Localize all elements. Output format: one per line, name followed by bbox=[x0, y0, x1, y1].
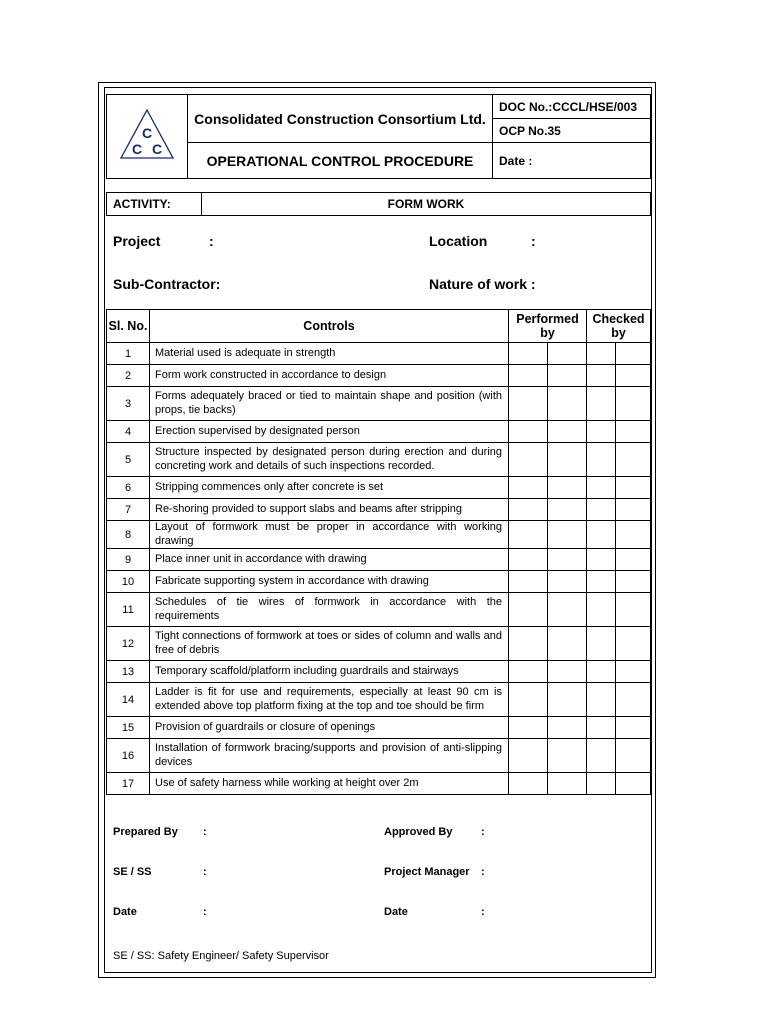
control-description: Erection supervised by designated person bbox=[150, 421, 509, 443]
approved-by-label: Approved By bbox=[384, 826, 453, 838]
date-label-left: Date bbox=[113, 906, 137, 918]
row-number: 14 bbox=[107, 683, 150, 717]
checked-by-cell-1[interactable] bbox=[587, 549, 616, 571]
performed-by-cell-1[interactable] bbox=[509, 683, 548, 717]
table-row bbox=[107, 365, 651, 387]
row-number: 15 bbox=[107, 717, 150, 739]
company-name: Consolidated Construction Consortium Ltd. bbox=[188, 95, 493, 143]
performed-by-cell-1[interactable] bbox=[509, 593, 548, 627]
logo-letter-right: C bbox=[151, 141, 163, 157]
header-checked-by: Checked by bbox=[587, 310, 651, 343]
logo-letter-top: C bbox=[141, 125, 153, 141]
doc-number: DOC No.:CCCL/HSE/003 bbox=[493, 95, 651, 119]
row-number: 2 bbox=[107, 365, 150, 387]
prepared-by-label: Prepared By bbox=[113, 826, 178, 838]
performed-by-cell-1[interactable] bbox=[509, 627, 548, 661]
checked-by-cell-2[interactable] bbox=[616, 387, 651, 421]
control-description: Use of safety harness while working at height over 2m bbox=[150, 773, 509, 795]
checked-by-cell-1[interactable] bbox=[587, 343, 616, 365]
checked-by-cell-2[interactable] bbox=[616, 499, 651, 521]
checked-by-cell-2[interactable] bbox=[616, 443, 651, 477]
checked-by-cell-1[interactable] bbox=[587, 387, 616, 421]
checked-by-cell-1[interactable] bbox=[587, 683, 616, 717]
table-row bbox=[107, 593, 651, 627]
project-manager-label: Project Manager bbox=[384, 866, 470, 878]
row-number: 17 bbox=[107, 773, 150, 795]
performed-by-cell-1[interactable] bbox=[509, 421, 548, 443]
performed-by-cell-2[interactable] bbox=[548, 443, 587, 477]
checked-by-cell-2[interactable] bbox=[616, 627, 651, 661]
performed-by-cell-2[interactable] bbox=[548, 627, 587, 661]
table-row bbox=[107, 421, 651, 443]
row-number: 5 bbox=[107, 443, 150, 477]
logo-letter-left: C bbox=[131, 141, 143, 157]
table-row bbox=[107, 661, 651, 683]
checked-by-cell-1[interactable] bbox=[587, 739, 616, 773]
control-description: Place inner unit in accordance with drawing bbox=[150, 549, 509, 571]
performed-by-cell-1[interactable] bbox=[509, 521, 548, 549]
control-description: Material used is adequate in strength bbox=[150, 343, 509, 365]
control-description: Fabricate supporting system in accordance with drawing bbox=[150, 571, 509, 593]
checked-by-cell-2[interactable] bbox=[616, 593, 651, 627]
performed-by-cell-2[interactable] bbox=[548, 593, 587, 627]
row-number: 7 bbox=[107, 499, 150, 521]
checked-by-cell-2[interactable] bbox=[616, 717, 651, 739]
control-description: Provision of guardrails or closure of openings bbox=[150, 717, 509, 739]
performed-by-cell-1[interactable] bbox=[509, 571, 548, 593]
table-row bbox=[107, 443, 651, 477]
performed-by-cell-2[interactable] bbox=[548, 571, 587, 593]
table-row bbox=[107, 499, 651, 521]
date-label-right: Date bbox=[384, 906, 408, 918]
subcontractor-label: Sub-Contractor: bbox=[113, 276, 221, 292]
performed-by-cell-2[interactable] bbox=[548, 421, 587, 443]
row-number: 13 bbox=[107, 661, 150, 683]
header-controls: Controls bbox=[150, 310, 509, 343]
checked-by-cell-2[interactable] bbox=[616, 477, 651, 499]
se-ss-label: SE / SS bbox=[113, 866, 152, 878]
header-performed-by: Performed by bbox=[509, 310, 587, 343]
checked-by-cell-1[interactable] bbox=[587, 773, 616, 795]
table-row bbox=[107, 627, 651, 661]
performed-by-cell-2[interactable] bbox=[548, 773, 587, 795]
procedure-title: OPERATIONAL CONTROL PROCEDURE bbox=[188, 143, 493, 179]
checked-by-cell-2[interactable] bbox=[616, 773, 651, 795]
checked-by-cell-1[interactable] bbox=[587, 365, 616, 387]
checked-by-cell-1[interactable] bbox=[587, 477, 616, 499]
location-colon: : bbox=[531, 233, 536, 249]
table-row bbox=[107, 477, 651, 499]
performed-by-cell-1[interactable] bbox=[509, 717, 548, 739]
performed-by-cell-1[interactable] bbox=[509, 773, 548, 795]
checked-by-cell-1[interactable] bbox=[587, 443, 616, 477]
table-row bbox=[107, 521, 651, 549]
control-description: Re-shoring provided to support slabs and beams after stripping bbox=[150, 499, 509, 521]
header-sl-no: Sl. No. bbox=[107, 310, 150, 343]
table-row bbox=[107, 773, 651, 795]
checked-by-cell-2[interactable] bbox=[616, 365, 651, 387]
checked-by-cell-2[interactable] bbox=[616, 739, 651, 773]
checked-by-cell-1[interactable] bbox=[587, 661, 616, 683]
row-number: 16 bbox=[107, 739, 150, 773]
performed-by-cell-2[interactable] bbox=[548, 661, 587, 683]
control-description: Forms adequately braced or tied to maintain shape and position (with props, tie backs) bbox=[150, 387, 509, 421]
performed-by-cell-1[interactable] bbox=[509, 443, 548, 477]
checked-by-cell-1[interactable] bbox=[587, 593, 616, 627]
row-number: 12 bbox=[107, 627, 150, 661]
nature-of-work-label: Nature of work : bbox=[429, 276, 536, 292]
row-number: 11 bbox=[107, 593, 150, 627]
performed-by-cell-1[interactable] bbox=[509, 343, 548, 365]
cccl-logo-icon bbox=[117, 105, 177, 163]
performed-by-cell-1[interactable] bbox=[509, 365, 548, 387]
date-left-colon: : bbox=[203, 906, 207, 918]
se-ss-colon: : bbox=[203, 866, 207, 878]
document-header bbox=[106, 94, 651, 179]
controls-table bbox=[106, 309, 651, 795]
performed-by-cell-1[interactable] bbox=[509, 387, 548, 421]
performed-by-cell-2[interactable] bbox=[548, 521, 587, 549]
activity-row bbox=[106, 192, 651, 216]
row-number: 3 bbox=[107, 387, 150, 421]
checked-by-cell-2[interactable] bbox=[616, 683, 651, 717]
control-description: Temporary scaffold/platform including guardrails and stairways bbox=[150, 661, 509, 683]
company-logo bbox=[107, 95, 188, 179]
performed-by-cell-2[interactable] bbox=[548, 717, 587, 739]
checked-by-cell-1[interactable] bbox=[587, 571, 616, 593]
performed-by-cell-2[interactable] bbox=[548, 683, 587, 717]
performed-by-cell-1[interactable] bbox=[509, 549, 548, 571]
control-description: Schedules of tie wires of formwork in accordance with the requirements bbox=[150, 593, 509, 627]
performed-by-cell-1[interactable] bbox=[509, 739, 548, 773]
checked-by-cell-1[interactable] bbox=[587, 421, 616, 443]
table-row bbox=[107, 387, 651, 421]
control-description: Structure inspected by designated person during erection and during concreting work and details of such inspections recorded. bbox=[150, 443, 509, 477]
table-row bbox=[107, 343, 651, 365]
checked-by-cell-1[interactable] bbox=[587, 521, 616, 549]
table-row bbox=[107, 571, 651, 593]
project-manager-colon: : bbox=[481, 866, 485, 878]
abbreviation-note: SE / SS: Safety Engineer/ Safety Supervisor bbox=[113, 950, 329, 962]
prepared-by-colon: : bbox=[203, 826, 207, 838]
checked-by-cell-2[interactable] bbox=[616, 571, 651, 593]
performed-by-cell-1[interactable] bbox=[509, 661, 548, 683]
row-number: 4 bbox=[107, 421, 150, 443]
row-number: 6 bbox=[107, 477, 150, 499]
performed-by-cell-2[interactable] bbox=[548, 549, 587, 571]
date-field: Date : bbox=[493, 143, 651, 179]
checked-by-cell-2[interactable] bbox=[616, 549, 651, 571]
date-right-colon: : bbox=[481, 906, 485, 918]
activity-label: ACTIVITY: bbox=[107, 193, 202, 216]
performed-by-cell-2[interactable] bbox=[548, 499, 587, 521]
performed-by-cell-2[interactable] bbox=[548, 387, 587, 421]
row-number: 10 bbox=[107, 571, 150, 593]
table-row bbox=[107, 739, 651, 773]
table-row bbox=[107, 549, 651, 571]
control-description: Ladder is fit for use and requirements, especially at least 90 cm is extended above top platform fixing at the top and toe should be firm bbox=[150, 683, 509, 717]
performed-by-cell-1[interactable] bbox=[509, 499, 548, 521]
row-number: 8 bbox=[107, 521, 150, 549]
checked-by-cell-1[interactable] bbox=[587, 627, 616, 661]
checked-by-cell-2[interactable] bbox=[616, 521, 651, 549]
table-row bbox=[107, 717, 651, 739]
project-colon: : bbox=[209, 233, 214, 249]
control-description: Form work constructed in accordance to design bbox=[150, 365, 509, 387]
checked-by-cell-1[interactable] bbox=[587, 717, 616, 739]
row-number: 9 bbox=[107, 549, 150, 571]
row-number: 1 bbox=[107, 343, 150, 365]
location-label: Location bbox=[429, 233, 488, 249]
control-description: Tight connections of formwork at toes or sides of column and walls and free of debris bbox=[150, 627, 509, 661]
control-description: Installation of formwork bracing/supports and provision of anti-slipping devices bbox=[150, 739, 509, 773]
ocp-number: OCP No.35 bbox=[493, 119, 651, 143]
project-label: Project bbox=[113, 233, 161, 249]
checked-by-cell-2[interactable] bbox=[616, 661, 651, 683]
activity-value: FORM WORK bbox=[202, 193, 651, 216]
performed-by-cell-2[interactable] bbox=[548, 739, 587, 773]
approved-by-colon: : bbox=[481, 826, 485, 838]
performed-by-cell-2[interactable] bbox=[548, 365, 587, 387]
performed-by-cell-1[interactable] bbox=[509, 477, 548, 499]
control-description: Stripping commences only after concrete is set bbox=[150, 477, 509, 499]
table-row bbox=[107, 683, 651, 717]
checked-by-cell-2[interactable] bbox=[616, 343, 651, 365]
performed-by-cell-2[interactable] bbox=[548, 343, 587, 365]
control-description: Layout of formwork must be proper in accordance with working drawing bbox=[150, 521, 509, 549]
performed-by-cell-2[interactable] bbox=[548, 477, 587, 499]
checked-by-cell-2[interactable] bbox=[616, 421, 651, 443]
checked-by-cell-1[interactable] bbox=[587, 499, 616, 521]
